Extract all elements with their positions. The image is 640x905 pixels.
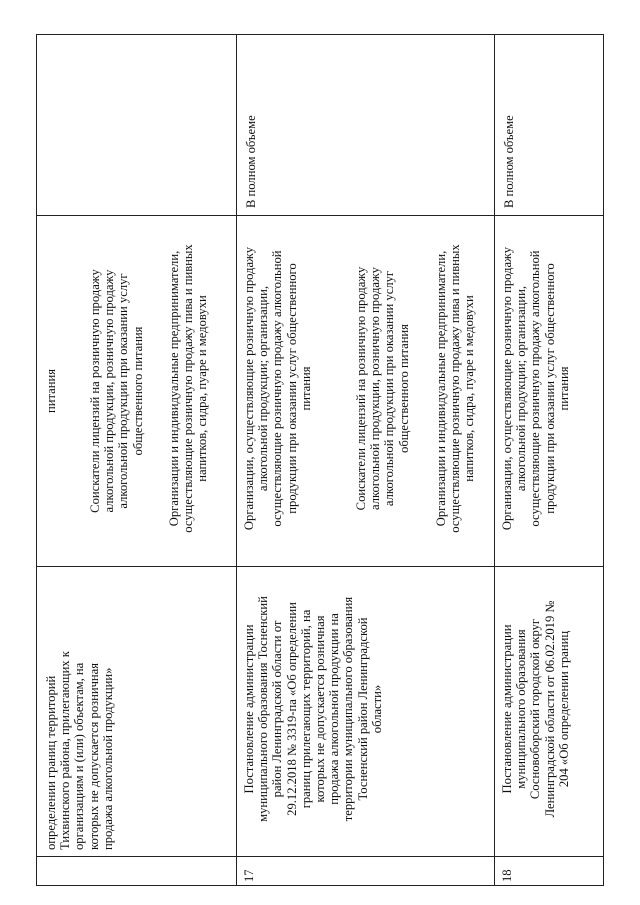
- row-18-act-text: Постановление администрации муниципального образования Сосновоборский городской округ Ленинградской области от 06.02.2019 № 204 «Об определении границ: [500, 600, 571, 818]
- row-17-scope: В полном объеме: [244, 115, 258, 208]
- row-17-subjects-mid: Соискатели лицензий на розничную продажу алкогольной продукции, розничную продажу алкогольной продукции при оказании услуг общественного питания: [354, 266, 411, 511]
- row-18-scope: В полном объеме: [502, 115, 516, 208]
- row-17-number: 17: [242, 869, 256, 882]
- table-border-top: [36, 34, 604, 35]
- row-continued-subjects-bot: Организации и индивидуальные предприниматели, осуществляющие розничную продажу пива и пивных напитков, сидра, пуаре и медовухи: [167, 244, 210, 533]
- column-divider-subjects-scope: [36, 215, 604, 216]
- row-divider-16-17: [236, 34, 237, 886]
- row-continued-subjects-top: питания: [44, 369, 58, 413]
- table-border-bottom: [36, 885, 604, 886]
- column-divider-number-act: [36, 856, 604, 857]
- row-continued-subjects-mid: Соискатели лицензий на розничную продажу алкогольной продукции, розничную продажу алкогольной продукции при оказании услуг общественного питания: [88, 269, 145, 513]
- table-border-left: [36, 34, 37, 886]
- row-17-subjects-top: Организации, осуществляющие розничную продажу алкогольной продукции; организации, осуществляющие розничную продажу алкогольной продукции при оказании услуг общественного питания: [242, 246, 313, 531]
- row-divider-17-18: [494, 34, 495, 886]
- row-18-subjects-top: Организации, осуществляющие розничную продажу алкогольной продукции; организации, осуществляющие розничную продажу алкогольной продукции при оказании услуг общественного питания: [500, 246, 571, 531]
- row-17-subjects-bot: Организации и индивидуальные предприниматели, осуществляющие розничную продажу пива и пивных напитков, сидра, пуаре и медовухи: [434, 244, 477, 533]
- row-18-number: 18: [500, 869, 514, 882]
- table-border-right: [603, 34, 604, 886]
- row-continued-act-text: определении границ территорий Тихвинского района, прилегающих к организациям и (или) объектам, на которых не допускается розничная продажа алкогольной продукции»: [44, 651, 115, 850]
- row-17-act-text: Постановление администрации муниципального образования Тосненский район Ленинградской области от 29.12.2018 № 3319-па «Об определении границ прилегающих территорий, на которых не допускается розничная продажа алкогольной продукции на территории муниципального образования Тосненский район Ленинградской области»: [242, 596, 384, 822]
